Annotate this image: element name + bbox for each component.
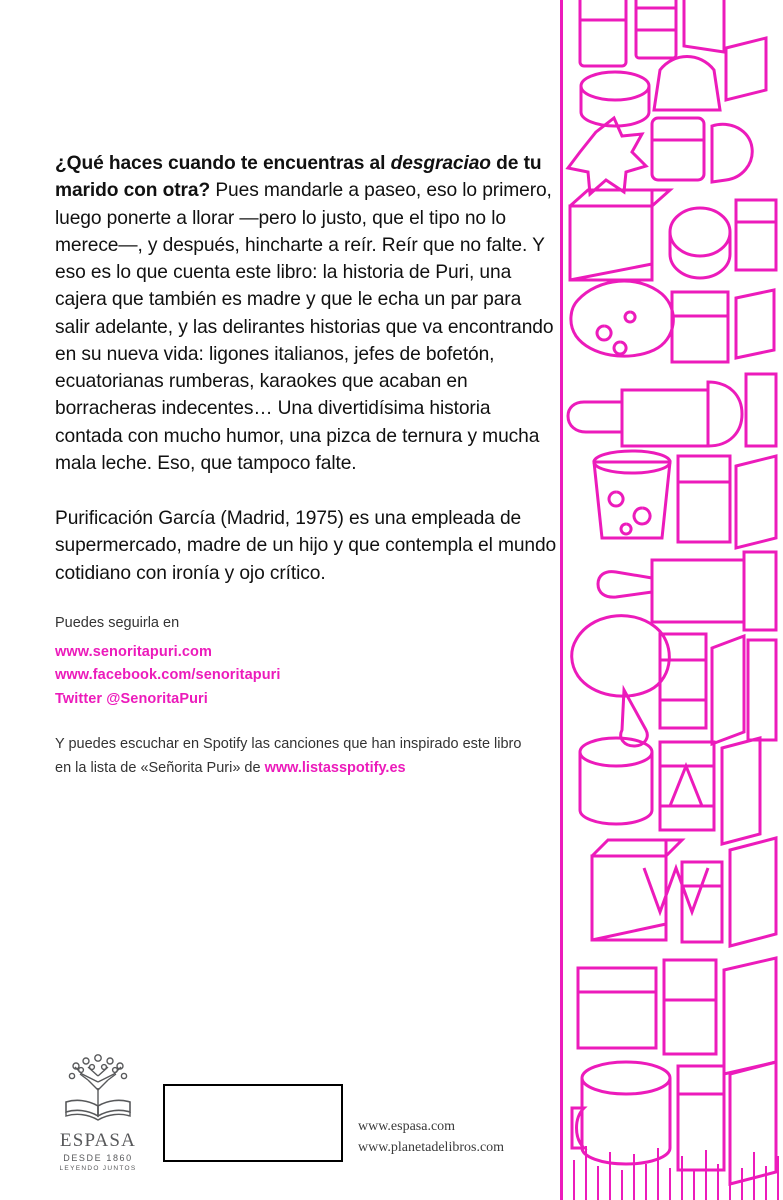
book-blurb: [55, 150, 560, 477]
author-bio: Purificación García (Madrid, 1975) es una empleada de supermercado, madre de un hijo y que contempla el mundo cotidiano con ironía y ojo crítico.: [55, 508, 557, 584]
link-website[interactable]: www.senoritapuri.com: [55, 643, 212, 660]
barcode-placeholder: [163, 1084, 343, 1162]
blurb-lead-part2: de tu marido con otra?: [55, 153, 542, 202]
footer-area: [0, 970, 560, 1200]
supermarket-products-illustration: [560, 0, 783, 1200]
link-twitter[interactable]: Twitter @SenoritaPuri: [55, 690, 208, 707]
blurb-lead-part1: ¿Qué haces cuando te encuentras al: [55, 153, 391, 174]
decorative-illustration-strip: [560, 0, 783, 1200]
espasa-tree-icon: [50, 1052, 146, 1130]
publisher-tagline: LEYENDO JUNTOS: [59, 1165, 137, 1172]
spotify-note-line2-prefix: en la lista de «Señorita Puri» de: [55, 759, 265, 776]
spotify-note-line1: Y puedes escuchar en Spotify las canciones que han inspirado este libro: [55, 736, 522, 753]
spotify-note: [55, 733, 555, 780]
link-spotify-lists[interactable]: www.listasspotify.es: [264, 759, 406, 776]
link-espasa[interactable]: www.espasa.com: [358, 1119, 456, 1135]
back-cover-text-column: [55, 150, 560, 780]
publisher-logo: [50, 1052, 146, 1172]
publisher-name: ESPASA: [59, 1130, 137, 1152]
link-facebook[interactable]: www.facebook.com/senoritapuri: [55, 667, 281, 684]
blurb-lead-italic: desgraciao: [390, 153, 491, 174]
publisher-urls: [358, 1117, 504, 1158]
follow-label: Puedes seguirla en: [55, 614, 180, 631]
blurb-body: Pues mandarle a paseo, eso lo primero, luego ponerte a llorar —pero lo justo, que el tipo no lo merece—, y después, hincharte a reír. Reír que no falte. Y eso es lo que cuenta este libro: la historia de Puri, una cajera que también es madre y que le echa un par para salir adelante, y las delirantes historias que va encontrando en su nueva vida: ligones italianos, jefes de bofetón, ecuatorianas rumberas, karaokes que acaban en borracheras indecentes… Una divertidísima historia contada con mucho humor, una pizca de ternura y mucha mala leche. Eso, que tampoco falte.: [55, 180, 554, 474]
social-links-list: [55, 641, 560, 711]
link-planetadelibros[interactable]: www.planetadelibros.com: [358, 1139, 505, 1155]
publisher-since: DESDE 1860: [63, 1153, 133, 1163]
